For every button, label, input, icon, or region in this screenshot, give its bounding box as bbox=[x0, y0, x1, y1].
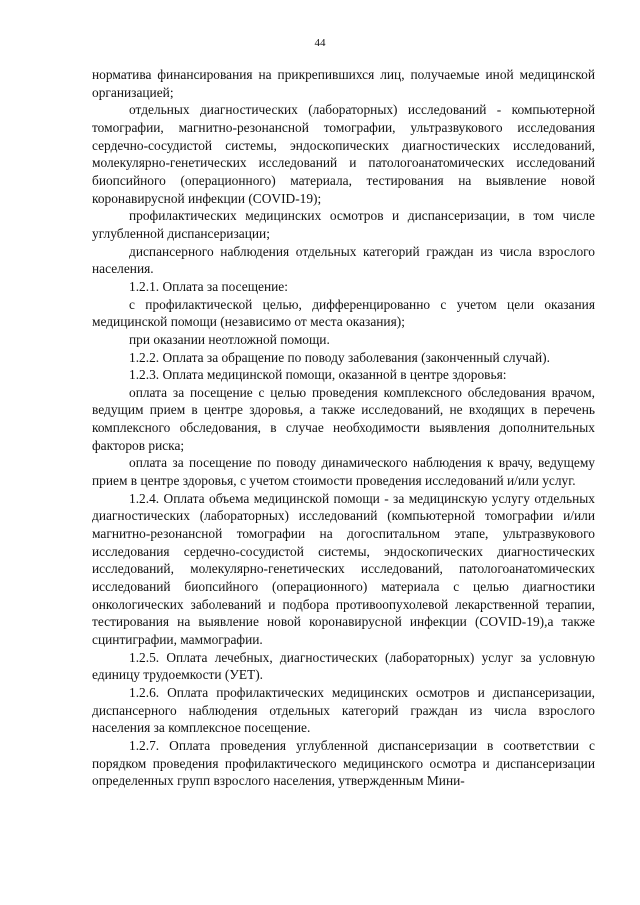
document-body bbox=[92, 66, 595, 790]
section-1-2-2: 1.2.2. Оплата за обращение по поводу заболевания (законченный случай). bbox=[129, 349, 550, 365]
page-number: 44 bbox=[314, 37, 326, 49]
paragraph: оплата за посещение с целью проведения комплексного обследования врачом, ведущим прием в центре здоровья, а также исследований, не входящих в перечень комплексного обследования, в случае необходимости выявления дополнительных факторов риска; bbox=[92, 384, 595, 453]
section-1-2-6: 1.2.6. Оплата профилактических медицинских осмотров и диспансеризации, диспансерного наблюдения отдельных категорий граждан из числа взрослого населения за комплексное посещение. bbox=[92, 684, 595, 736]
section-1-2-5: 1.2.5. Оплата лечебных, диагностических (лабораторных) услуг за условную единицу трудоемкости (УЕТ). bbox=[92, 649, 595, 683]
section-1-2-4: 1.2.4. Оплата объема медицинской помощи - за медицинскую услугу отдельных диагностических (лабораторных) исследований (компьютерной томографии и/или магнитно-резонансной томографии на догоспитальном этапе, ультразвукового исследования сердечно-сосудистой системы, эндоскопических диагностических исследований, молекулярно-генетических исследований, патологоанатомических исследований биопсийного (операционного) материала с целью диагностики онкологических заболеваний и подбора противоопухолевой лекарственной терапии, тестирования на выявление новой коронавирусной инфекции (COVID-19),а также сцинтиграфии, маммографии. bbox=[92, 490, 595, 647]
section-heading-1-2-1: 1.2.1. Оплата за посещение: bbox=[129, 278, 288, 294]
section-heading-1-2-3: 1.2.3. Оплата медицинской помощи, оказанной в центре здоровья: bbox=[129, 367, 507, 383]
section-1-2-7: 1.2.7. Оплата проведения углубленной диспансеризации в соответствии с порядком проведения профилактического медицинского осмотра и диспансеризации определенных групп взрослого населения, утвержденным Мини- bbox=[92, 737, 595, 789]
paragraph: отдельных диагностических (лабораторных) исследований - компьютерной томографии, магнитно-резонансной томографии, ультразвукового исследования сердечно-сосудистой системы, эндоскопических диагностических исследований, молекулярно-генетических исследований и патологоанатомических исследований биопсийного (операционного) материала, тестирования на выявление новой коронавирусной инфекции (COVID-19); bbox=[92, 102, 595, 206]
paragraph-continuation: норматива финансирования на прикрепившихся лиц, получаемые иной медицинской организацией; bbox=[92, 67, 595, 100]
paragraph: диспансерного наблюдения отдельных категорий граждан из числа взрослого населения. bbox=[92, 243, 595, 277]
paragraph: профилактических медицинских осмотров и диспансеризации, в том числе углубленной диспансеризации; bbox=[92, 208, 595, 241]
paragraph: при оказании неотложной помощи. bbox=[129, 331, 330, 347]
paragraph: с профилактической целью, дифференцированно с учетом цели оказания медицинской помощи (независимо от места оказания); bbox=[92, 296, 595, 330]
paragraph: оплата за посещение по поводу динамического наблюдения к врачу, ведущему прием в центре здоровья, с учетом стоимости проведения исследований и/или услуг. bbox=[92, 455, 595, 489]
